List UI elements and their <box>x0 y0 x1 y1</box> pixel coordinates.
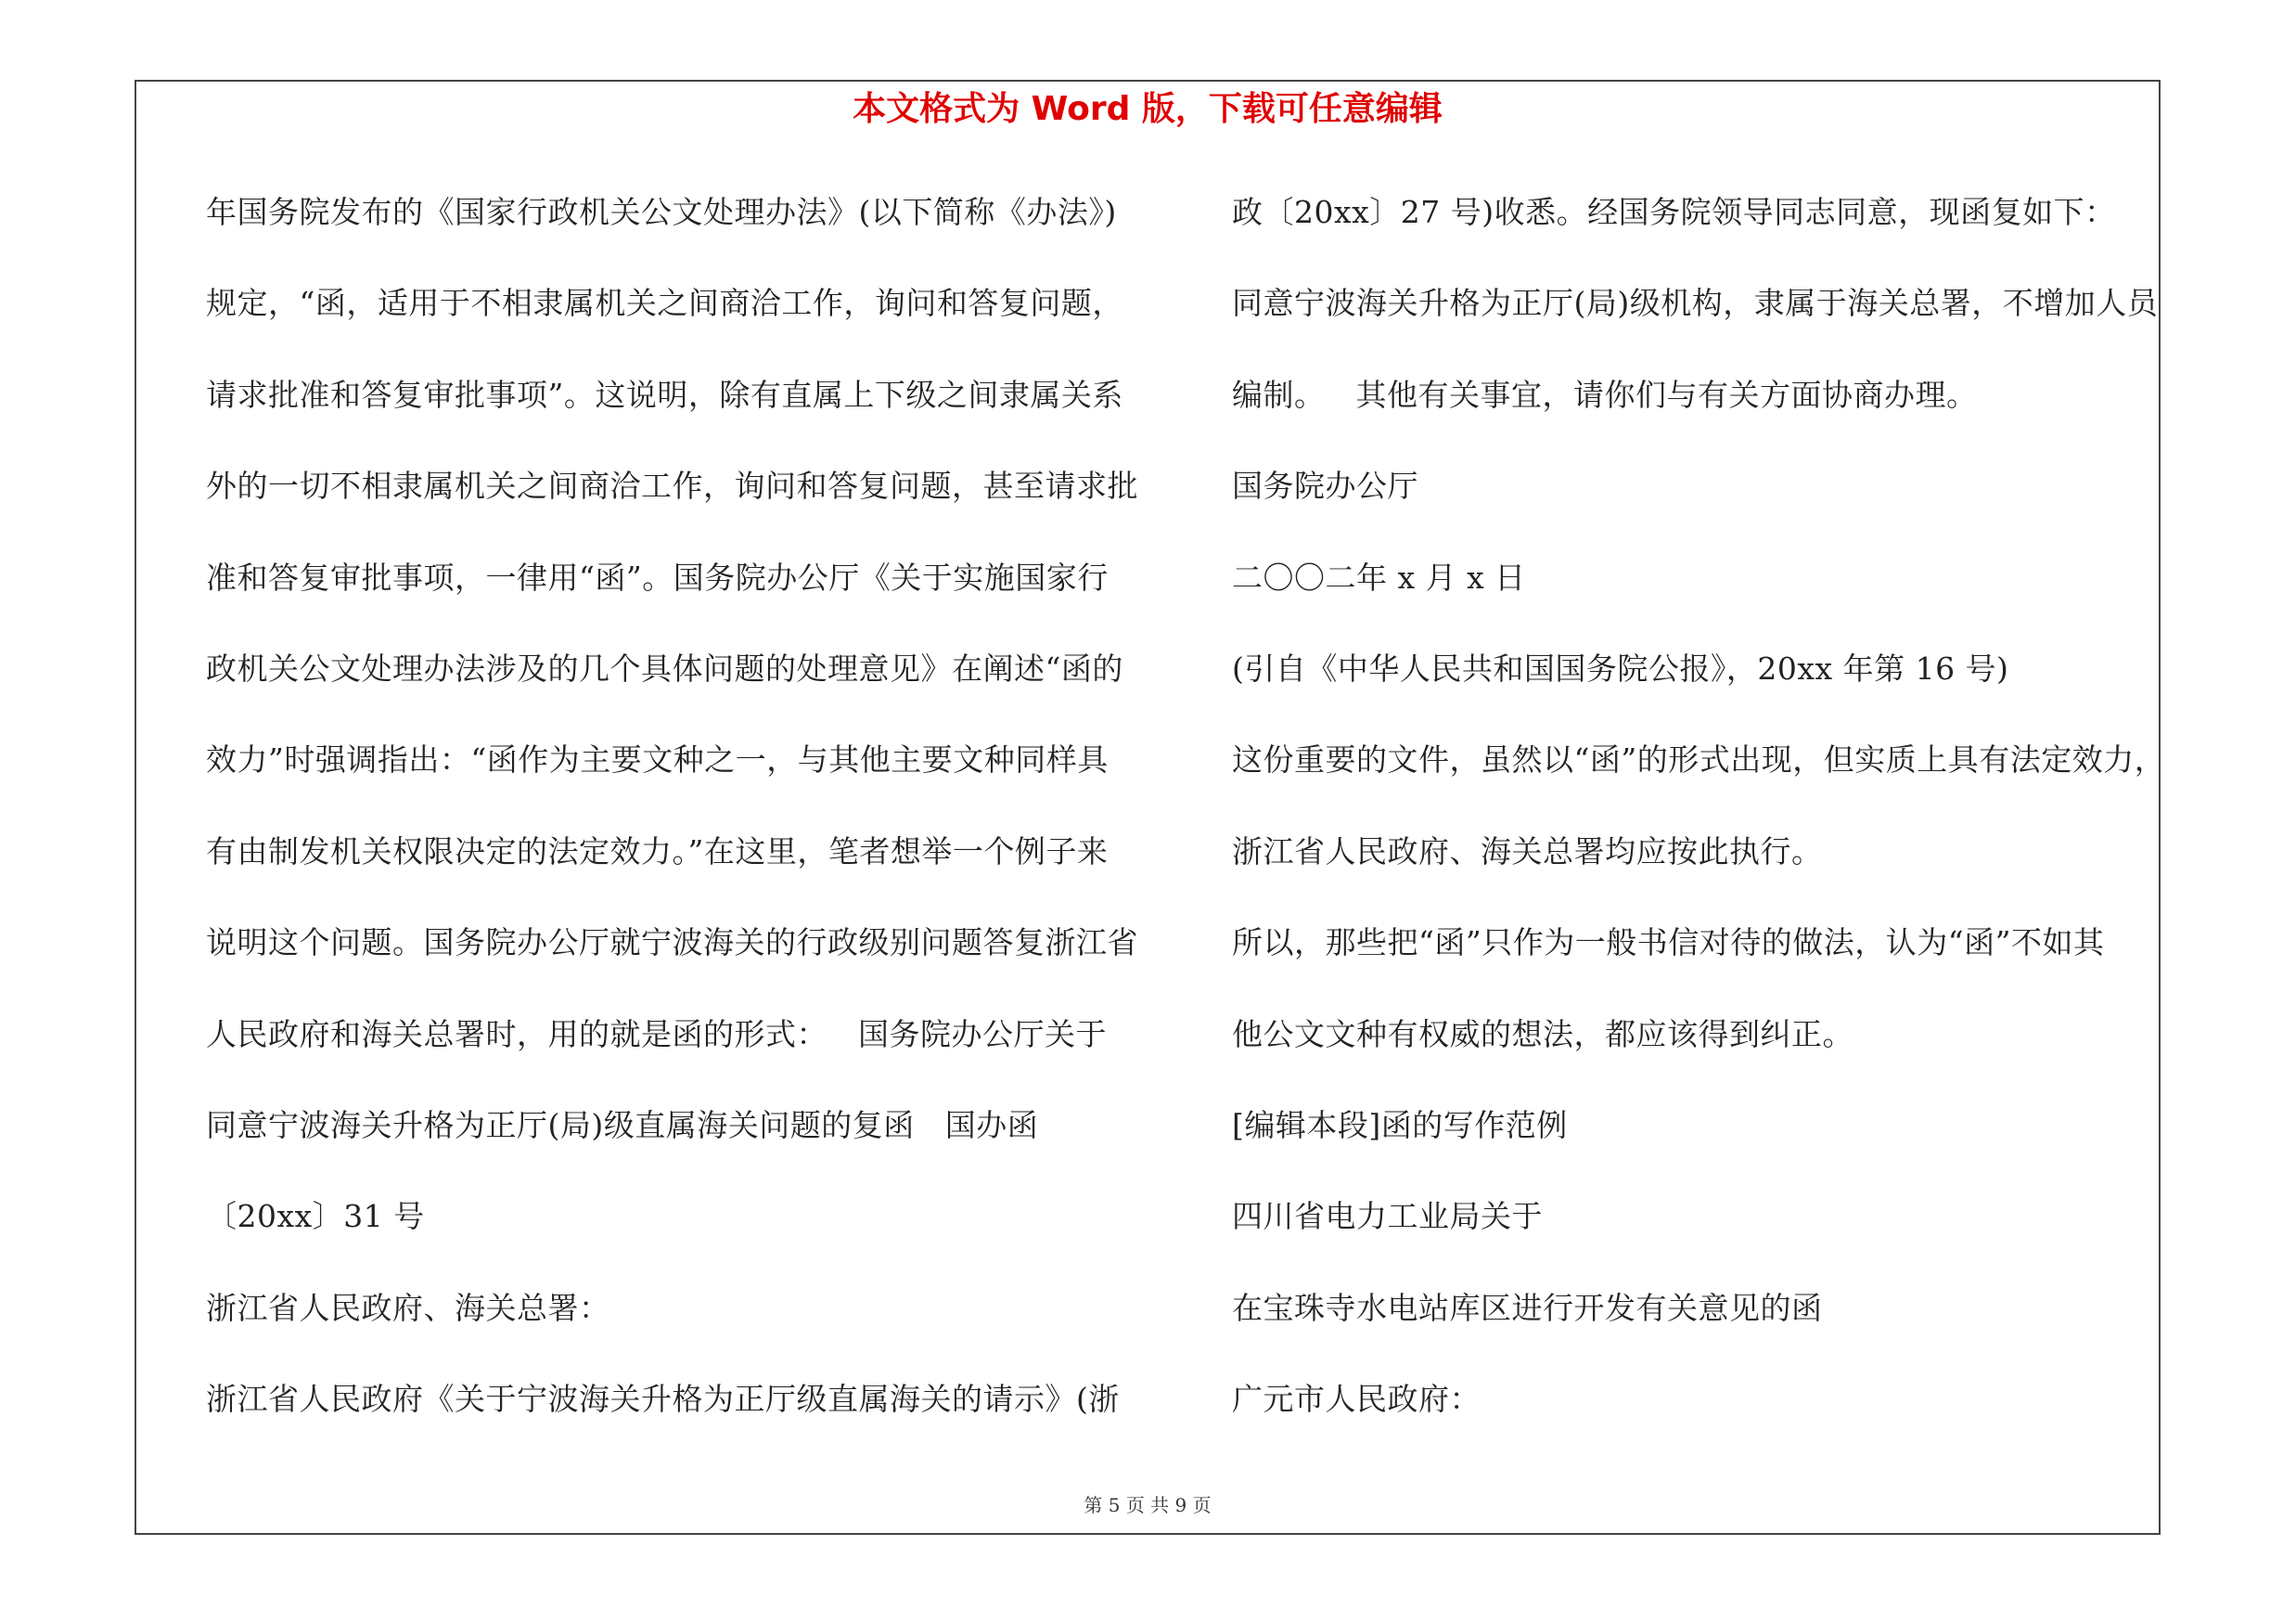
text-line: 广元市人民政府： <box>1232 1381 1481 1418</box>
text-line: 浙江省人民政府、海关总署均应按此执行。 <box>1232 832 1823 869</box>
text-line: 准和答复审批事项，一律用“函”。国务院办公厅《关于实施国家行 <box>206 559 1109 596</box>
page-number-footer: 第 5 页 共 9 页 <box>1084 1494 1212 1516</box>
text-line: 浙江省人民政府《关于宁波海关升格为正厅级直属海关的请示》(浙 <box>206 1381 1120 1418</box>
text-line: 所以，那些把“函”只作为一般书信对待的做法，认为“函”不如其 <box>1232 924 2105 961</box>
text-line: 人民政府和海关总署时，用的就是函的形式： 国务院办公厅关于 <box>206 1015 1107 1052</box>
text-line: 同意宁波海关升格为正厅(局)级直属海关问题的复函 国办函 <box>206 1106 1039 1143</box>
text-line: 他公文文种有权威的想法，都应该得到纠正。 <box>1232 1015 1853 1052</box>
text-line: 政〔20xx〕27 号)收悉。经国务院领导同志同意，现函复如下： <box>1232 194 2116 230</box>
text-line: (引自《中华人民共和国国务院公报》，20xx 年第 16 号) <box>1232 650 2009 687</box>
text-line: 编制。 其他有关事宜，请你们与有关方面协商办理。 <box>1232 376 1978 413</box>
format-banner: 本文格式为 Word 版，下载可任意编辑 <box>853 90 1443 128</box>
text-line: 请求批准和答复审批事项”。这说明，除有直属上下级之间隶属关系 <box>206 376 1123 413</box>
text-line: 有由制发机关权限决定的法定效力。”在这里，笔者想举一个例子来 <box>206 832 1109 869</box>
text-line: 外的一切不相隶属机关之间商洽工作，询问和答复问题，甚至请求批 <box>206 468 1138 505</box>
text-line: 浙江省人民政府、海关总署： <box>206 1289 610 1326</box>
text-line: 效力”时强调指出：“函作为主要文种之一，与其他主要文种同样具 <box>206 741 1109 779</box>
text-line: 说明这个问题。国务院办公厅就宁波海关的行政级别问题答复浙江省 <box>206 924 1138 961</box>
text-line: 规定，“函，适用于不相隶属机关之间商洽工作，询问和答复问题， <box>206 285 1123 322</box>
text-line: 国务院办公厅 <box>1232 468 1418 505</box>
text-line: 同意宁波海关升格为正厅(局)级机构，隶属于海关总署，不增加人员 <box>1232 285 2159 322</box>
text-line: [编辑本段]函的写作范例 <box>1232 1106 1568 1143</box>
text-line: 二〇〇二年 x 月 x 日 <box>1232 559 1526 596</box>
text-line: 四川省电力工业局关于 <box>1232 1198 1543 1235</box>
text-line: 在宝珠寺水电站库区进行开发有关意见的函 <box>1232 1289 1823 1326</box>
text-line: 〔20xx〕31 号 <box>206 1198 425 1235</box>
text-line: 年国务院发布的《国家行政机关公文处理办法》(以下简称《办法》) <box>206 194 1117 230</box>
text-line: 政机关公文处理办法涉及的几个具体问题的处理意见》在阐述“函的 <box>206 650 1123 687</box>
right-text-column <box>1232 176 2166 1454</box>
left-text-column <box>206 176 1143 1454</box>
text-line: 这份重要的文件，虽然以“函”的形式出现，但实质上具有法定效力， <box>1232 741 2166 779</box>
